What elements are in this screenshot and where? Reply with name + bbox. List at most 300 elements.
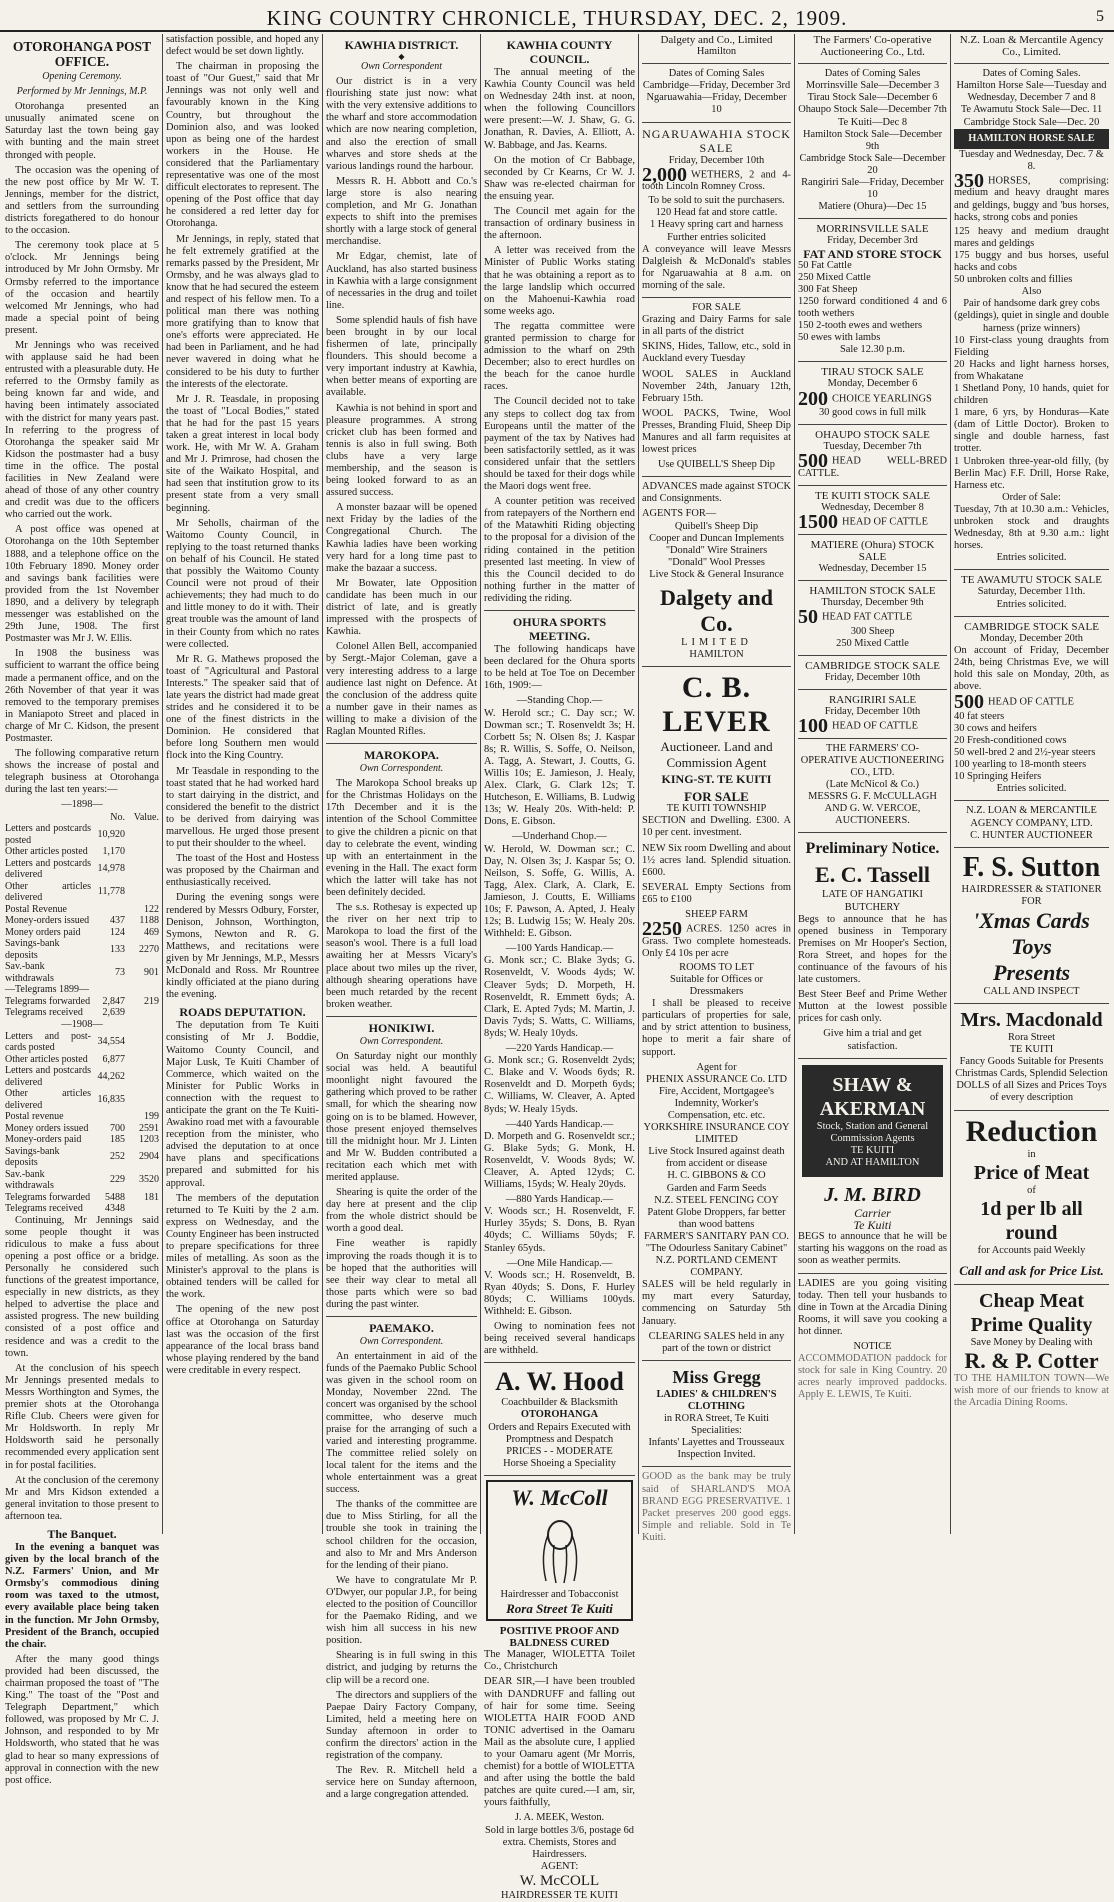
- divider: [642, 1360, 791, 1361]
- row-value: 2904: [139, 1151, 159, 1163]
- paragraph: A letter was received from the Minister of Public Works stating that he was obtaining a report as to the large landslip which occurred on the Mahoenui-Kawhia road some weeks ago.: [484, 245, 635, 317]
- row-value: [125, 1065, 159, 1088]
- table-row: [5, 846, 159, 858]
- ad-heading: Preliminary Notice.: [805, 840, 940, 858]
- ad-line: [798, 387, 947, 410]
- divider: [642, 297, 791, 298]
- paragraph: V. Woods scr.; H. Rosenveldt, F. Hurley 35yds; S. Dons, B. Ryan 40yds; C. Williams 50yds; F. Stanley 65yds.: [484, 1206, 635, 1254]
- ad-number: 2,000: [642, 163, 687, 186]
- ad-dalgety-title: Dalgety and Co.: [659, 585, 774, 636]
- ad-text: HEAD OF CATTLE: [988, 696, 1075, 708]
- row-value: 3520: [139, 1174, 159, 1186]
- ad-text: C. HUNTER AUCTIONEER: [970, 829, 1093, 841]
- ad-text: 20 Hacks and light harness horses, from Whakatane: [954, 358, 1109, 382]
- ad-reduction-title: Reduction: [965, 1114, 1098, 1148]
- row-value: 469: [144, 926, 159, 938]
- row-number: 73: [115, 966, 125, 978]
- ad-text: 1250 forward conditioned 4 and 6 tooth wethers: [798, 295, 947, 319]
- paragraph: The toast of the Host and Hostess was proposed by the Chairman and enthusiastically received.: [166, 853, 319, 889]
- row-value: [125, 1054, 159, 1066]
- row-label: Sav.-bank withdrawals: [5, 1168, 54, 1192]
- ad-text: Save Money by Dealing with: [970, 1336, 1093, 1348]
- event-heading: —Standing Chop.—: [516, 695, 603, 707]
- paragraph: Otorohanga presented an unusually animated scene on Saturday last the town being gay with bunting and the main street thronged with people.: [5, 101, 159, 161]
- ad-text: Fancy Goods Suitable for Presents Christmas Cards, Splendid Selection DOLLS of all Sizes and Prices Toys of every description: [955, 1056, 1108, 1104]
- ad-number: 200: [798, 387, 828, 410]
- ad-text: Sold in large bottles 3/6, postage 6d extra. Chemists, Stores and Hairdressers.: [484, 1824, 634, 1860]
- row-value: 199: [144, 1111, 159, 1123]
- ad-text: I shall be pleased to receive particulars of properties for sale, and by strict attention to business, hope to merit a fair share of support.: [642, 998, 791, 1058]
- paragraph: Mr J. R. Teasdale, in proposing the toast of "Local Bodies," stated that he had for the past 15 years taken a great interest in local body work. He, with Mr W. A. Graham and Mr J. Primrose, had chosen the site of the Waikato Hospital, and had seen that institution grow to its present state from a very small beginning.: [166, 393, 319, 514]
- ad-text: Begs to announce that he has opened business in Temporary Premises on Mr Hooper's Section, Rora Street, and hopes for the continuance of the favours of his late customers.: [798, 913, 947, 986]
- ad-tassell-title: E. C. Tassell: [815, 862, 930, 888]
- paragraph: A monster bazaar will be opened next Friday by the ladies of the Congregational Church. The Kawhia ladies have been working very hard for a long time past to make the bazaar a success.: [326, 502, 477, 574]
- table-row: [5, 1054, 159, 1066]
- paragraph: Colonel Allen Bell, accompanied by Sergt.-Major Coleman, gave a very interesting address to a large audience last night on Defence. At the conclusion of the address quite a number gave in their names as willing to make a division of the Raglan Mounted Rifles.: [326, 641, 477, 737]
- row-value: 2270: [139, 943, 159, 955]
- table-row: [5, 1065, 159, 1088]
- ad-text: 50 unbroken colts and fillies: [954, 274, 1073, 286]
- divider: [798, 655, 947, 656]
- ad-text: ACRES. 1250 acres in Grass. Two complete homesteads. Only £4 10s per acre: [642, 923, 791, 959]
- byline: Own Correspondent.: [359, 1035, 444, 1047]
- paragraph: Mr Teasdale in responding to the toast stated that he had worked hard to start dairying in the district, and considered the benefit to the district to be derived from dairying was marvellous. He urged those present to put their shoulder to the wheel.: [166, 765, 319, 850]
- row-number: 2,639: [102, 1007, 125, 1019]
- row-number: 124: [110, 926, 125, 938]
- row-value: [125, 858, 159, 881]
- divider: [484, 1475, 635, 1476]
- stats-table-1908: [5, 1031, 159, 1215]
- paragraph: Mr R. G. Mathews proposed the toast of "Agricultural and Pastoral Interests." The speaker said that of late years the district had made great strides and he considered it to be one of the finest districts in the Dominion. He considered that before long Southern men would flock into the King Country.: [166, 653, 319, 762]
- ad-text: CLEARING SALES held in any part of the town or district: [648, 1330, 785, 1354]
- ad-text: Use QUIBELL'S Sheep Dip: [657, 459, 776, 471]
- ad-text: Price of Meat: [973, 1161, 1090, 1184]
- ad-text: Entries solicited.: [996, 783, 1067, 795]
- row-value: 219: [144, 995, 159, 1007]
- section-title: The Banquet.: [47, 1526, 117, 1541]
- year-heading: —1898—: [61, 799, 103, 811]
- ad-text: MESSRS G. F. McCULLAGH AND G. W. VERCOE, AUCTIONEERS.: [808, 791, 937, 827]
- ad-text: WOOL SALES in Auckland November 24th, January 12th, February 15th.: [642, 368, 791, 404]
- ad-text: 250 Mixed Cattle: [798, 271, 871, 283]
- ad-text: POSITIVE PROOF AND BALDNESS CURED: [499, 1625, 620, 1650]
- row-number: 252: [110, 1151, 125, 1163]
- paragraph: The Rev. R. Mitchell held a service here on Sunday afternoon, and a large congregation attended.: [326, 1765, 477, 1801]
- ad-text: Te Awamutu Stock Sale—Dec. 11: [960, 104, 1103, 116]
- row-label: Money-orders paid: [5, 1134, 82, 1146]
- ad-text: Sale 12.30 p.m.: [840, 344, 905, 356]
- article-subtitle: Opening Ceremony.: [42, 71, 122, 82]
- byline: Own Correspondent.: [359, 1336, 444, 1347]
- ad-heading: HAMILTON HORSE SALE: [954, 129, 1109, 149]
- ad-text: 1 Unbroken three-year-old filly, (by Berlin Mac) F.F. Drill, Horse Rake, Harness etc.: [954, 455, 1109, 491]
- ad-line: [642, 163, 791, 194]
- divider: [798, 832, 947, 833]
- ad-lever-title: C. B. LEVER: [662, 671, 771, 739]
- divider: [642, 122, 791, 123]
- ad-heading: N.Z. Loan & Mercantile Agency Co., Limited.: [959, 34, 1104, 59]
- ad-text: Dates of Coming Sales: [668, 68, 765, 80]
- row-number: 16,835: [97, 1093, 125, 1105]
- ad-text: Carrier: [854, 1206, 891, 1221]
- ad-heading: MORRINSVILLE SALE: [816, 223, 929, 236]
- row-number: 10,920: [97, 828, 125, 840]
- event-heading: —220 Yards Handicap.—: [505, 1043, 614, 1055]
- ad-text: Fire, Accident, Mortgagee's Indemnity, Worker's Compensation, etc. etc.: [659, 1085, 774, 1121]
- ad-mccoll-box: [486, 1480, 633, 1621]
- ad-text: Matiere (Ohura)—Dec 15: [818, 201, 927, 213]
- paragraph: The Marokopa School breaks up for the Christmas Holidays on the 17th December and it is the intention of the School Committee to give the children a picnic on that day to celebrate the event, winding up with an entertainment in the evening in the Hall. The exact form which the latter will take has not been definitely decided.: [326, 778, 477, 898]
- row-value: 1203: [139, 1134, 159, 1146]
- ad-mccoll-title: W. McColl: [511, 1484, 608, 1510]
- ad-text: 10 Springing Heifers: [954, 771, 1042, 783]
- ad-text: Cooper and Duncan Implements: [649, 532, 784, 544]
- ad-number: 1500: [798, 511, 838, 534]
- paragraph: Mr Edgar, chemist, late of Auckland, has also started business in Kawhia with a large consignment of necessaries in the drug and toilet line.: [326, 251, 477, 311]
- paragraph: A counter petition was received from ratepayers of the Northern end of the Matawhiti Riding objecting to the proposal for a division of the riding contained in the petition presented last meeting. In view of this the Council decided to do nothing further in the matter of redividing the riding.: [484, 496, 635, 604]
- ad-text: Monday, December 20th: [980, 632, 1083, 644]
- ad-text: Auctioneer. Land and Commission Agent: [660, 739, 773, 771]
- ad-text: Rangiriri Sale—Friday, December 10: [801, 177, 944, 201]
- row-number: 185: [110, 1134, 125, 1146]
- ad-text: Further entries solicited: [667, 231, 766, 243]
- ad-text: LIMITED: [681, 637, 752, 648]
- ad-text: Tuesday, December 7th: [823, 441, 922, 453]
- divider: [954, 1003, 1109, 1004]
- ad-line: [798, 606, 947, 629]
- paragraph: The ceremony took place at 5 o'clock. Mr Jennings being introduced by Mr John Ormsby. Mr Ormsby referred to the importance of the occasion and heartily welcomed Mr Jennings, who had made a special point of being present.: [5, 240, 159, 336]
- paragraph: The following comparative return shows the increase of postal and telegraph business at Otorohanga during the last ten years:—: [5, 748, 159, 796]
- event-heading: —100 Yards Handicap.—: [505, 943, 614, 955]
- ad-text: HAIRDRESSER & STATIONER: [961, 883, 1102, 895]
- row-label: Money orders issued: [5, 1122, 89, 1134]
- row-value: 181: [144, 1191, 159, 1203]
- ad-text: TO THE HAMILTON TOWN—We wish more of our friends to know at the Arcadia Dining Rooms.: [954, 1372, 1109, 1409]
- ad-text: WETHERS, 2 and 4-tooth Lincoln Romney Cross.: [642, 169, 791, 193]
- divider: [642, 666, 791, 667]
- ad-text: SKINS, Hides, Tallow, etc., sold in Auckland every Tuesday: [642, 341, 791, 365]
- ad-text: Tuesday, 7th at 10.30 a.m.: Vehicles, unbroken stock and draughts Wednesday, 8th at 9.30 a.m.: light horses.: [954, 503, 1109, 552]
- ad-text: of: [1027, 1184, 1036, 1196]
- ad-text: 50 well-bred 2 and 2½-year steers: [954, 747, 1096, 759]
- row-value: [125, 881, 159, 904]
- ad-text: SECTION and Dwelling. £300. A 10 per cent. investment.: [642, 815, 791, 839]
- row-label: Letters and postcards delivered: [5, 857, 91, 881]
- divider: [798, 534, 947, 535]
- ad-text: Prime Quality: [970, 1313, 1093, 1336]
- table-row: [5, 1146, 159, 1169]
- paragraph: Mr Seholls, chairman of the Waitomo County Council, in replying to the toast returned thanks on behalf of his Council. He stated that possibly the Waitomo County Council were not proud of their achievements; they had much to do and little money to do it with. Their great trouble was the amount of land in their County from which no rates were collected.: [166, 517, 319, 650]
- ad-number: 500: [798, 450, 828, 473]
- table-row: [5, 984, 159, 996]
- ad-text: 30 cows and heifers: [954, 722, 1037, 734]
- ad-text: Ohaupo Stock Sale—December 7th: [798, 104, 947, 116]
- ad-text: Cambridge Stock Sale—Dec. 20: [963, 116, 1100, 128]
- paragraph: Fine weather is rapidly improving the roads though it is to be hoped that the authorities will see their way clear to metal all those parts which were so bad during the past winter.: [326, 1238, 477, 1310]
- ad-text: FOR: [1021, 895, 1042, 907]
- divider: [798, 689, 947, 690]
- ad-text: Friday, December 3rd: [827, 235, 918, 247]
- row-number: 133: [110, 943, 125, 955]
- newspaper-title: KING COUNTRY CHRONICLE, THURSDAY, DEC. 2, 1909.: [266, 6, 848, 30]
- ad-text: On account of Friday, December 24th, being Christmas Eve, we will hold this sale on Monday, 20th, as above.: [954, 644, 1109, 693]
- ad-text: Pair of handsome dark grey cobs (geldings), quiet in single and double harness (prize winners): [954, 298, 1109, 334]
- table-row: [5, 1111, 159, 1123]
- byline: Own Correspondent.: [359, 763, 444, 775]
- ad-text: Orders and Repairs Executed with Promptness and Despatch: [488, 1421, 631, 1445]
- article-title: KAWHIA DISTRICT.: [344, 38, 459, 52]
- divider: [326, 1016, 477, 1017]
- paragraph: An entertainment in aid of the funds of the Paemako Public School was given in the school room on Monday, November 22nd. The concert was organised by the school committee, who deserve much praise for the arranging of such a varied and interesting programme. The committee relied solely on local talent for the items and the whole entertainment was a great success.: [326, 1351, 477, 1496]
- ad-heading: SHEEP FARM: [685, 909, 748, 921]
- table-row: [5, 904, 159, 916]
- row-number: 11,778: [97, 886, 125, 898]
- table-row: [5, 1031, 159, 1054]
- paragraph: W. Herold, W. Dowman scr.; C. Day, N. Olsen 3s; J. Kaspar 5s; O. Neilson, S. Soffe, G. Willis, A. Tagg, Alex. Clark, A. Clark, E. Jamieson, J. Coutts, E. Williams 10s; F. Pawson, A. Apted, J. Healy 12s; B. Ludwig 15s; W. Healy 20s. Withheld: E. Gibson.: [484, 843, 635, 940]
- ad-text: BEGS to announce that he will be starting his waggons on the road as soon as weather permits.: [798, 1231, 947, 1267]
- ad-text: HEAD WELL-BRED CATTLE.: [798, 455, 947, 479]
- table-row: [5, 881, 159, 904]
- ad-shaw-akerman-title: SHAW & AKERMAN: [819, 1073, 926, 1120]
- divider: [798, 361, 947, 362]
- paragraph: On the motion of Cr Babbage, seconded by Cr Kearns, Cr W. J. Shaw was re-elected chairman for the ensuing year.: [484, 154, 635, 202]
- row-number: 6,877: [102, 1053, 125, 1065]
- ad-text: Tuesday and Wednesday, Dec. 7 & 8.: [959, 148, 1104, 172]
- table-row: [5, 915, 159, 927]
- row-number: 1,170: [102, 846, 125, 858]
- ad-text: Tirau Stock Sale—December 6: [807, 92, 938, 104]
- ad-text: Give him a trial and get satisfaction.: [823, 1028, 922, 1052]
- divider: [642, 63, 791, 64]
- paragraph: G. Monk scr.; C. Blake 3yds; G. Rosenveldt, V. Woods 4yds; W. Cleaver 5yds; D. Morpeth, H. Rosenveldt, R. Emmett 6yds; A. Clark, E. Apted 7yds; M. Martin, J. Davis 7yds; S. Watts, C. Williams, 8yds; W. Healy 10yds.: [484, 955, 635, 1039]
- ad-text: Live Stock & General Insurance: [649, 568, 784, 580]
- row-value: [125, 984, 159, 996]
- ad-text: Cambridge Stock Sale—December 20: [799, 152, 946, 176]
- ad-text: WOOL PACKS, Twine, Wool Presses, Branding Fluid, Sheep Dip Manures and all farm requisites at lowest prices: [642, 407, 791, 456]
- ad-text: OTOROHANGA: [520, 1409, 599, 1421]
- paragraph: We have to congratulate Mr P. O'Dwyer, our popular J.P., for being elected to the position of Councillor for the Paemako Riding, and we wish him all success in his new position.: [326, 1574, 477, 1647]
- table-row: [5, 938, 159, 961]
- ad-heading: TIRAU STOCK SALE: [821, 366, 924, 379]
- row-label: Letters and postcards delivered: [5, 1065, 91, 1088]
- ad-text: Rora Street: [1007, 1031, 1056, 1043]
- row-number: 34,554: [97, 1036, 125, 1048]
- ad-text: in RORA Street, Te Kuiti: [663, 1413, 769, 1425]
- stats-table-1898: [5, 812, 159, 1019]
- divider: [798, 424, 947, 425]
- ad-text: YORKSHIRE INSURANCE COY LIMITED: [643, 1122, 790, 1146]
- table-row: [5, 1088, 159, 1111]
- divider: [954, 569, 1109, 570]
- column-5: [639, 34, 794, 1543]
- paragraph: satisfaction possible, and hoped any defect would be set down lightly.: [166, 34, 319, 58]
- row-number: 2,847: [102, 995, 125, 1007]
- ad-cotter-title: R. & P. Cotter: [964, 1347, 1099, 1373]
- ad-text: Stock, Station and General Commission Agents: [816, 1120, 929, 1144]
- ad-text: TE KUITI: [1009, 1044, 1054, 1056]
- divider: [954, 63, 1109, 64]
- divider: [954, 1284, 1109, 1285]
- ad-text: 1d per lb all round: [980, 1197, 1083, 1244]
- paragraph: The directors and suppliers of the Paepae Dairy Factory Company, Limited, held a meeting here on Sunday afternoon in order to confirm the directors' action in the registration of the company.: [326, 1689, 477, 1762]
- ad-text: 'Xmas Cards: [973, 907, 1090, 933]
- ad-text: (Late McNicol & Co.): [826, 779, 919, 791]
- ad-heading: MATIERE (Ohura) STOCK SALE: [810, 538, 935, 563]
- ad-heading: Dalgety and Co., Limited: [660, 34, 773, 46]
- ad-macdonald-title: Mrs. Macdonald: [960, 1008, 1103, 1031]
- paragraph: Kawhia is not behind in sport and pleasure programmes. A strong cricket club has been formed and tennis is also in full swing. Both clubs have a very large membership, and the season is being looked forward to as an assured success.: [326, 402, 477, 499]
- ad-number: 350: [954, 169, 984, 192]
- ad-text: "Donald" Wire Strainers: [665, 544, 768, 556]
- ad-text: Live Stock Insured against death from accident or disease: [648, 1146, 785, 1170]
- ad-text: Coachbuilder & Blacksmith: [501, 1397, 618, 1409]
- table-row: [5, 1203, 159, 1215]
- ad-text: 50 Fat Cattle: [798, 259, 852, 271]
- table-row: [5, 927, 159, 939]
- row-label: Sav.-bank withdrawals: [5, 961, 54, 984]
- ad-text: Rora Street Te Kuiti: [506, 1601, 613, 1617]
- ad-bird-title: J. M. BIRD: [824, 1184, 921, 1207]
- ad-text: Specialities:: [691, 1425, 742, 1437]
- table-row: [5, 1169, 159, 1192]
- ad-text: 300 Fat Sheep: [798, 283, 858, 295]
- ad-text: Garden and Farm Seeds: [666, 1182, 767, 1194]
- ad-text: "Donald" Wool Presses: [668, 556, 765, 568]
- ad-heading: OHAUPO STOCK SALE: [815, 429, 930, 442]
- ad-text: LADIES are you going visiting today. Then tell your husbands to dine in Town at the Arcadia Dining Rooms, it will save you cooking a hot dinner.: [798, 1277, 947, 1337]
- table-row: [5, 1123, 159, 1135]
- paragraph: Mr Jennings who was received with applause said he had been entrusted with a pleasurable duty. He referred to the Ormsby family as being known far and wide, and having been intimately associated with the district for many years past. In referring to the progress of Otorohanga the speaker said Mr Kidson the postmaster had a busy time in the office. The postal facilities in New Zealand were ahead of those of any other country and credit was due to the officers who carried out the work.: [5, 339, 159, 521]
- ad-text: 120 Head fat and store cattle.: [655, 207, 778, 219]
- row-label: Other articles delivered: [5, 1088, 91, 1111]
- ad-line: [798, 450, 947, 480]
- article-title: PAEMAKO.: [369, 1321, 434, 1335]
- ad-text: 250 Mixed Cattle: [836, 637, 909, 649]
- table-row: [5, 1134, 159, 1146]
- year-heading: —1908—: [61, 1018, 103, 1030]
- paragraph: The s.s. Rothesay is expected up the river on her next trip to Marokopa to load the first of the season's wool. There is a full load awaiting her at Messrs Vicary's place about two miles up the river, although shearing operations have been much retarded by the recent broken weather.: [326, 902, 477, 1010]
- row-label: Other articles delivered: [5, 880, 91, 904]
- ad-heading: NOTICE: [853, 1340, 892, 1352]
- ad-text: HEAD OF CATTLE: [832, 720, 919, 732]
- divider: [484, 1362, 635, 1363]
- ad-text: in: [1027, 1148, 1036, 1160]
- divider: [798, 485, 947, 486]
- ad-text: Entries solicited.: [996, 598, 1067, 610]
- ad-text: The Manager, WIOLETTA Toilet Co., Christchurch: [484, 1649, 635, 1673]
- ad-text: "The Odourless Sanitary Cabinet": [645, 1243, 788, 1254]
- ad-text: Grazing and Dairy Farms for sale in all parts of the district: [642, 314, 791, 338]
- ad-text: TE KUITI: [850, 1144, 895, 1156]
- paragraph: The annual meeting of the Kawhia County Council was held on Wednesday 24th inst. at noon, when the following Councillors were present:—W. J. Shaw, G. G. Jonathan, R. Davies, A. Elliott, A. W. Babbage, and Jas. Kearns.: [484, 67, 635, 151]
- ad-heading: NGARUAWAHIA STOCK SALE: [642, 126, 791, 155]
- ad-text: AGENT:: [540, 1860, 579, 1872]
- ad-heading: CAMBRIDGE STOCK SALE: [964, 620, 1099, 633]
- ad-text: Call and ask for Price List.: [959, 1262, 1104, 1278]
- row-label: Telegrams received: [5, 1007, 83, 1019]
- ad-text: SEVERAL Empty Sections from £65 to £100: [642, 881, 791, 905]
- ad-line: [954, 169, 1109, 224]
- ad-hood-title: A. W. Hood: [495, 1367, 624, 1397]
- paragraph: At the conclusion of his speech Mr Jennings presented medals to Messrs Worthington and Symes, the premier shots at the Otorohanga Rifle Club. Cheers were given for Mr Holdsworth. In reply Mr Holdsworth said he personally recommended every application sent in for postal facilities.: [5, 1362, 159, 1471]
- ad-text: HAIRDRESSER TE KUITI: [501, 1889, 618, 1901]
- ad-text: Te Kuiti: [853, 1218, 892, 1233]
- ad-text: Morrinsville Sale—December 3: [805, 80, 940, 92]
- ad-text: W. McCOLL: [519, 1872, 600, 1889]
- ad-text: CALL AND INSPECT: [983, 985, 1080, 997]
- ad-heading: RANGIRIRI SALE: [828, 694, 917, 707]
- row-number: 700: [110, 1122, 125, 1134]
- ad-text: CHOICE YEARLINGS: [832, 392, 932, 404]
- ad-line: [642, 918, 791, 960]
- ad-line: [954, 691, 1109, 714]
- row-number: [91, 1111, 125, 1123]
- ad-sutton-title: F. S. Sutton: [962, 851, 1101, 883]
- ad-text: HEAD FAT CATTLE: [822, 611, 913, 623]
- column-4: [481, 34, 638, 1901]
- paragraph: W. Herold scr.; C. Day scr.; W. Dowman scr.; T. Rosenveldt 3s; H. Corbett 5s; N. Olsen 8s; J. Kaspar 8s; R. Willis, S. Soffe, O. Neilson, A. Tagg, A. Stewart, J. Coutts, G. Willis 10s; E. Jamieson, J. Healy, Alex. Clark, G. Clark 12s; T. Hutcheson, E. Williams, B. Ludwig 13s; W. Healy 20s. With-held: P. Dons, E. Gibson.: [484, 707, 635, 828]
- ad-text: Friday, December 10th: [824, 706, 921, 718]
- ad-text: AGENTS FOR—: [642, 508, 717, 520]
- row-label: Telegrams forwarded: [5, 1191, 91, 1203]
- divider: [798, 63, 947, 64]
- ad-text: 1 mare, 6 yrs, by Honduras—Kate (dam of Little Doctor). Broken to single and double harness, fast trotter.: [954, 407, 1109, 455]
- paragraph: Mr Jennings, in reply, stated that he felt extremely gratified at the remarks passed by the President, Mr Ormsby, and he was always glad to know that he had secured the esteem and respect of his fellow men. To a political man there was nothing more gratifying than to know that one's efforts were appreciated. He had been in Parliament, and he had never wavered in doing what he considered to be his duty to further the interests of the electorate.: [166, 233, 319, 390]
- column-3: [323, 34, 480, 1801]
- ad-heading: HAMILTON STOCK SALE: [809, 584, 936, 597]
- ad-text: THE FARMERS' CO-OPERATIVE AUCTIONEERING CO., LTD.: [800, 742, 945, 778]
- ad-text: A conveyance will leave Messrs Dalgleish & McDonald's stables for Ngaruawahia at 8 a.m. on morning of the sale.: [642, 243, 791, 291]
- row-value: 122: [144, 903, 159, 915]
- ad-text: Hairdresser and Tobacconist: [500, 1588, 619, 1600]
- ad-text: HORSES, comprising: medium and heavy draught mares and geldings, buggy and 'bus horses, hacks, strong cobs and ponies: [954, 175, 1109, 223]
- paragraph: The regatta committee were granted permission to charge for admission to the wharf on 29th December; also to erect hurdles on the beach for the canoe hurdle races.: [484, 320, 635, 393]
- ad-text: AND AT HAMILTON: [825, 1156, 920, 1168]
- paragraph: On Saturday night our monthly social was held. A beautiful moonlight night favoured the gathering which proved to be rather small, for which the shearing now going on is to be blamed. However, those present enjoyed themselves till the midnight hour. Mr J. Linten and Mr W. Budden contributed a recitation each which met with merited applause.: [326, 1051, 477, 1183]
- ad-text: Hamilton Horse Sale—Tuesday and Wednesday, December 7 and 8: [956, 80, 1107, 104]
- ad-text: Saturday, December 11th.: [977, 586, 1086, 598]
- ad-text: 150 2-tooth ewes and wethers: [798, 320, 923, 332]
- table-row: [5, 996, 159, 1008]
- ad-text: SALES will be held regularly in my mart every Saturday, commencing on Saturday 5th January.: [642, 1279, 791, 1327]
- ad-number: 500: [954, 691, 984, 714]
- column-6: [795, 34, 950, 1534]
- event-heading: —880 Yards Handicap.—: [505, 1194, 614, 1206]
- article-title: KAWHIA COUNTY COUNCIL.: [506, 38, 613, 66]
- article-title: OHURA SPORTS MEETING.: [512, 615, 607, 644]
- row-number: [91, 904, 125, 916]
- ad-heading: FOR SALE: [684, 789, 749, 805]
- table-row: [5, 858, 159, 881]
- row-value: [125, 1203, 159, 1215]
- row-number: 44,262: [97, 1070, 125, 1082]
- divider: [484, 610, 635, 611]
- ad-text: Hamilton: [696, 46, 737, 58]
- ad-text: 125 heavy and medium draught mares and geldings: [954, 225, 1109, 249]
- paragraph: The thanks of the committee are due to Miss Stirling, for all the trouble she took in training the school children for the occasion, and also to Mr and Mrs Anderson for the lending of their piano.: [326, 1499, 477, 1571]
- ad-cheap-meat-title: Cheap Meat: [979, 1289, 1084, 1312]
- row-label: Other articles posted: [5, 846, 88, 858]
- table-row: [5, 1007, 159, 1019]
- divider: [798, 218, 947, 219]
- row-number: 4348: [105, 1203, 125, 1215]
- paragraph: Mr Bowater, late Opposition candidate has been much in our district of late, and is greatly impressed with the prospects of Kawhia.: [326, 577, 477, 638]
- paragraph: Continuing, Mr Jennings said some people thought it was ridiculous to make a fuss about opening a post office or a bridge. Personally he considered such functions of the greatest importance, especially in new districts, as they helped to advertise the place and assisted progress. The new building consisted of a post office and residence and was a credit to the town.: [5, 1214, 159, 1359]
- paragraph: The following handicaps have been declared for the Ohura sports to be held at Toe Toe on December 16th, 1909:—: [484, 644, 635, 692]
- ad-text: Monday, December 6: [827, 378, 918, 390]
- divider: [798, 738, 947, 739]
- paragraph: In the evening a banquet was given by the local branch of the N.Z. Farmers' Union, and Mr Ormsby's commodious dining room was taxed to the utmost, every available place being taken in the function. Mr John Ormsby, President of the Branch, occupied the chair.: [5, 1541, 159, 1650]
